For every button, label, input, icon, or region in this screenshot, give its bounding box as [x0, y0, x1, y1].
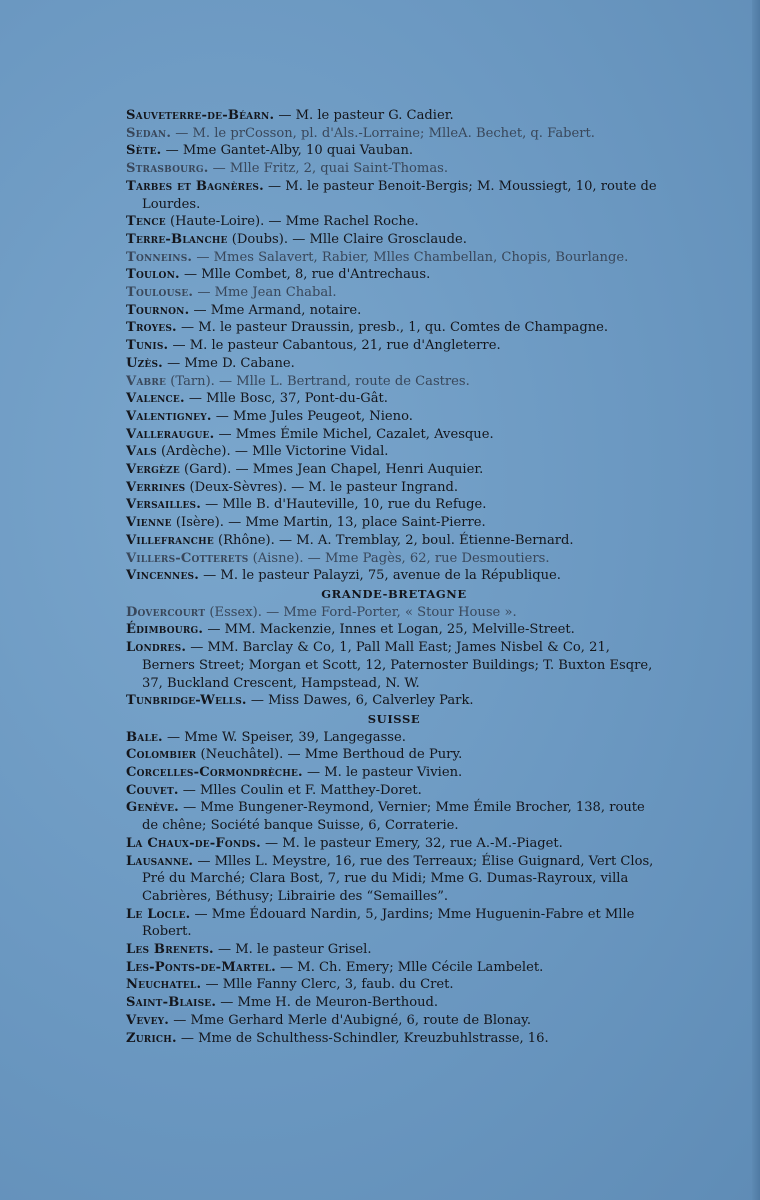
entry-details: (Tarn). — Mlle L. Bertrand, route de Castres. — [166, 373, 470, 389]
section-heading: SUISSE — [367, 711, 421, 726]
entry-details: — M. le pasteur Vivien. — [302, 765, 463, 781]
entry-details: — MM. Mackenzie, Innes et Logan, 25, Melville-Street. — [203, 622, 575, 638]
city-name: Neuchatel. — [126, 977, 202, 993]
address-entry — [126, 906, 662, 941]
entry-details: — Mlle Fanny Clerc, 3, faub. du Cret. — [201, 977, 454, 993]
address-entry — [126, 994, 662, 1012]
entry-details: — Mmes Émile Michel, Cazalet, Avesque. — [214, 426, 494, 442]
entry-details: — Mme Jean Chabal. — [193, 285, 337, 301]
entry-details: — M. le pasteur Draussin, presb., 1, qu. Comtes de Champagne. — [176, 320, 609, 336]
entry-details: (Essex). — Mme Ford-Porter, « Stour House ». — [205, 604, 517, 620]
address-entry — [126, 692, 662, 710]
entry-details: — Mlle Bosc, 37, Pont-du-Gât. — [184, 391, 388, 407]
address-entry — [126, 479, 662, 497]
city-name: Vals — [126, 444, 157, 460]
entry-details: — Mme W. Speiser, 39, Langegasse. — [162, 729, 406, 745]
address-entry — [126, 941, 662, 959]
address-entry — [126, 426, 662, 444]
address-entry — [126, 319, 662, 337]
city-name: Villefranche — [126, 532, 214, 548]
entry-details: — Miss Dawes, 6, Calverley Park. — [246, 693, 474, 709]
address-entry — [126, 302, 662, 320]
address-entry — [126, 160, 662, 178]
city-name: Valence. — [126, 391, 185, 407]
city-name: Dovercourt — [126, 604, 206, 620]
city-name: Lausanne. — [126, 853, 194, 869]
city-name: Troyes. — [126, 320, 177, 336]
entry-details: — Mme Jules Peugeot, Nieno. — [211, 408, 413, 424]
entry-details: (Rhône). — M. A. Tremblay, 2, boul. Étienne-Bernard. — [213, 532, 574, 548]
entry-details: — M. le prCosson, pl. d'Als.-Lorraine; MlleA. Bechet, q. Fabert. — [171, 125, 595, 141]
city-name: Uzès. — [126, 355, 163, 371]
address-entry — [126, 461, 662, 479]
city-name: Vincennes. — [126, 568, 199, 584]
entry-details: — M. le pasteur Benoit-Bergis; M. Moussiegt, 10, route de Lourdes. — [142, 178, 657, 212]
city-name: Bale. — [126, 729, 163, 745]
entry-details: — Mme Gantet-Alby, 10 quai Vauban. — [161, 143, 414, 159]
city-name: Vienne — [126, 515, 172, 531]
address-entry — [126, 1030, 662, 1048]
address-entry — [126, 532, 662, 550]
city-name: Tournon. — [126, 302, 190, 318]
address-entry — [126, 959, 662, 977]
city-name: Londres. — [126, 640, 187, 656]
entry-details: — Mme Bungener-Reymond, Vernier; Mme Émile Brocher, 138, route de chêne; Société banque Suisse, 6, Corraterie. — [142, 800, 645, 834]
entry-details: — Mmes Salavert, Rabier, Mlles Chambellan, Chopis, Bourlange. — [192, 249, 629, 265]
section-heading: GRANDE-BRETAGNE — [321, 586, 467, 601]
city-name: Les-Ponts-de-Martel. — [126, 959, 276, 975]
city-name: Toulon. — [126, 267, 180, 283]
address-entry — [126, 1012, 662, 1030]
entry-details: (Neuchâtel). — Mme Berthoud de Pury. — [196, 747, 463, 763]
address-entry — [126, 496, 662, 514]
address-entry — [126, 639, 662, 692]
address-entry — [126, 799, 662, 834]
city-name: Vabre — [126, 373, 167, 389]
city-name: Verrines — [126, 479, 186, 495]
address-entry — [126, 567, 662, 585]
entry-details: — Mme Édouard Nardin, 5, Jardins; Mme Huguenin-Fabre et Mlle Robert. — [142, 906, 635, 940]
address-entry — [126, 764, 662, 782]
city-name: Les Brenets. — [126, 942, 214, 958]
city-name: Tunbridge-Wells. — [126, 693, 247, 709]
city-name: Toulouse. — [126, 285, 194, 301]
city-name: Couvet. — [126, 782, 179, 798]
address-entry — [126, 107, 662, 125]
address-entry — [126, 125, 662, 143]
entry-details: (Ardèche). — Mlle Victorine Vidal. — [156, 444, 389, 460]
entry-details: (Isère). — Mme Martin, 13, place Saint-Pierre. — [171, 515, 486, 531]
city-name: Strasbourg. — [126, 161, 209, 177]
city-name: Corcelles-Cormondrèche. — [126, 765, 303, 781]
city-name: Vergèze — [126, 462, 180, 478]
address-entry — [126, 213, 662, 231]
city-name: Tonneins. — [126, 249, 193, 265]
entry-details: (Doubs). — Mlle Claire Grosclaude. — [227, 231, 467, 247]
address-entry — [126, 284, 662, 302]
entry-details: — Mme Gerhard Merle d'Aubigné, 6, route de Blonay. — [169, 1012, 531, 1028]
address-entry — [126, 337, 662, 355]
entry-details: — Mlles L. Meystre, 16, rue des Terreaux; Élise Guignard, Vert Clos, Pré du Marché; Clara Bost, 7, rue du Midi; Mme G. Dumas-Rayroux, villa Cabrières, Béthusy; Librairie des “Semailles”. — [142, 853, 654, 904]
entry-details: — Mme H. de Meuron-Berthoud. — [216, 995, 439, 1011]
address-entry — [126, 355, 662, 373]
city-name: Édimbourg. — [126, 622, 204, 638]
address-entry — [126, 266, 662, 284]
address-entry — [126, 621, 662, 639]
address-entry — [126, 604, 662, 622]
city-name: Vevey. — [126, 1012, 170, 1028]
address-entry — [126, 249, 662, 267]
address-entry — [126, 746, 662, 764]
city-name: Versailles. — [126, 497, 201, 513]
city-name: Zurich. — [126, 1030, 177, 1046]
entry-details: (Deux-Sèvres). — M. le pasteur Ingrand. — [185, 479, 459, 495]
address-entry — [126, 390, 662, 408]
entry-details: — Mlle Fritz, 2, quai Saint-Thomas. — [208, 161, 449, 177]
address-list — [126, 107, 662, 1047]
entry-details: (Haute-Loire). — Mme Rachel Roche. — [165, 214, 419, 230]
city-name: Terre-Blanche — [126, 231, 228, 247]
city-name: Le Locle. — [126, 906, 191, 922]
address-entry — [126, 373, 662, 391]
address-entry — [126, 514, 662, 532]
city-name: Saint-Blaise. — [126, 995, 217, 1011]
city-name: Sète. — [126, 143, 162, 159]
city-name: Villers-Cotterets — [126, 550, 249, 566]
city-name: Tence — [126, 214, 166, 230]
city-name: Tarbes et Bagnères. — [126, 178, 264, 194]
entry-details: — Mlle B. d'Hauteville, 10, rue du Refuge. — [200, 497, 487, 513]
entry-details: — M. le pasteur Cabantous, 21, rue d'Angleterre. — [168, 338, 501, 354]
address-entry — [126, 443, 662, 461]
city-name: Sauveterre-de-Béarn. — [126, 108, 275, 123]
address-entry — [126, 178, 662, 213]
address-entry — [126, 729, 662, 747]
city-name: Genève. — [126, 800, 179, 816]
entry-details: — M. le pasteur Grisel. — [213, 942, 372, 958]
address-entry — [126, 550, 662, 568]
entry-details: — M. le pasteur G. Cadier. — [274, 108, 454, 123]
address-entry — [126, 853, 662, 906]
entry-details: — M. le pasteur Emery, 32, rue A.-M.-Piaget. — [260, 835, 563, 851]
entry-details: — MM. Barclay & Co, 1, Pall Mall East; James Nisbel & Co, 21, Berners Street; Morgan et Scott, 12, Paternoster Buildings; T. Buxton Esqre, 37, Buckland Crescent, Hampstead, N. W. — [142, 640, 653, 691]
city-name: Tunis. — [126, 338, 169, 354]
entry-details: (Aisne). — Mme Pagès, 62, rue Desmoutiers. — [248, 550, 550, 566]
entry-details: — Mme D. Cabane. — [162, 355, 295, 371]
entry-details: — M. le pasteur Palayzi, 75, avenue de la République. — [199, 568, 561, 584]
address-entry — [126, 408, 662, 426]
city-name: Valleraugue. — [126, 426, 215, 442]
city-name: Sedan. — [126, 125, 172, 141]
entry-details: — Mme de Schulthess-Schindler, Kreuzbuhlstrasse, 16. — [176, 1030, 549, 1046]
entry-details: — Mlle Combet, 8, rue d'Antrechaus. — [179, 267, 431, 283]
address-entry — [126, 976, 662, 994]
entry-details: — Mlles Coulin et F. Matthey-Doret. — [178, 782, 422, 798]
entry-details: — Mme Armand, notaire. — [189, 302, 362, 318]
binding-edge — [752, 0, 760, 1200]
address-entry — [126, 142, 662, 160]
city-name: Colombier — [126, 747, 197, 763]
entry-details: (Gard). — Mmes Jean Chapel, Henri Auquier. — [179, 462, 484, 478]
city-name: La Chaux-de-Fonds. — [126, 835, 261, 851]
address-entry — [126, 782, 662, 800]
address-entry — [126, 231, 662, 249]
entry-details: — M. Ch. Emery; Mlle Cécile Lambelet. — [275, 959, 544, 975]
city-name: Valentigney. — [126, 408, 212, 424]
address-entry — [126, 835, 662, 853]
